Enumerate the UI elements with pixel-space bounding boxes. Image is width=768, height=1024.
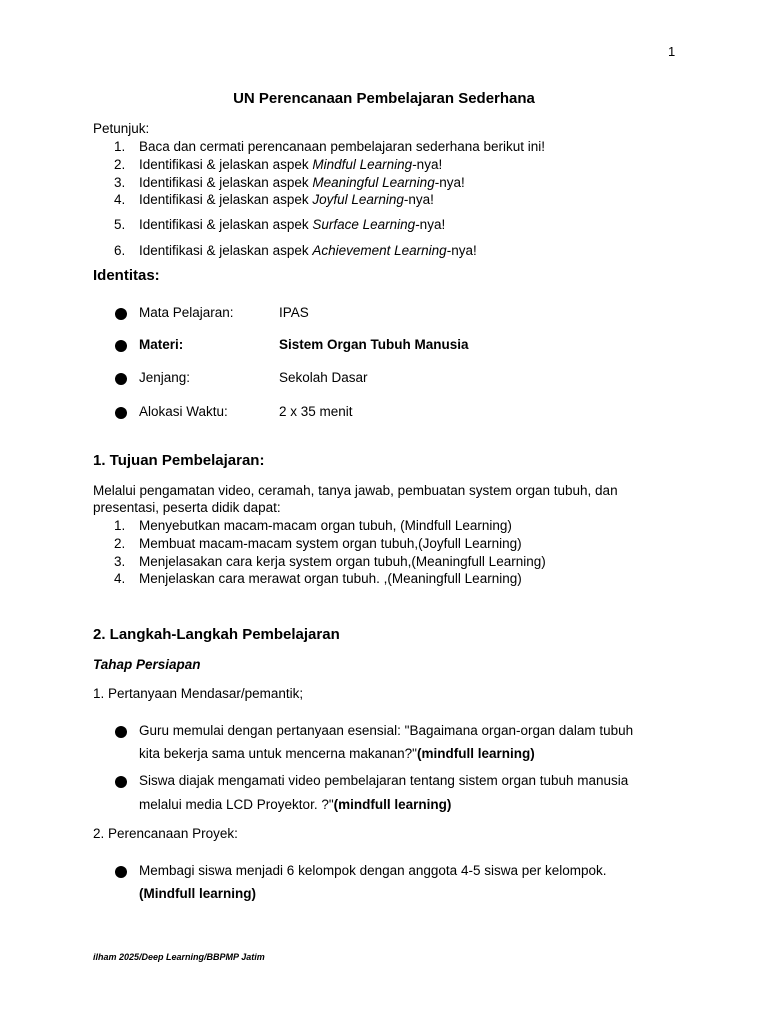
petunjuk-label: Petunjuk: [93,121,150,136]
tujuan-num: 1. [114,518,126,533]
bullet-icon [115,866,127,878]
petunjuk-item: Baca dan cermati perencanaan pembelajaran sederhana berikut ini! [139,139,546,154]
identitas-label: Materi: [139,337,184,352]
identitas-value: Sekolah Dasar [279,370,368,385]
petunjuk-item: Identifikasi & jelaskan aspek Meaningful Learning-nya! [139,175,465,190]
identitas-label: Alokasi Waktu: [139,404,228,419]
bullet-icon [115,726,127,738]
petunjuk-item: Identifikasi & jelaskan aspek Joyful Learning-nya! [139,192,434,207]
subsection-label: 1. Pertanyaan Mendasar/pemantik; [93,686,304,701]
tujuan-item: Menyebutkan macam-macam organ tubuh, (Mindfull Learning) [139,518,512,533]
petunjuk-num: 4. [114,192,126,207]
petunjuk-num: 1. [114,139,126,154]
tujuan-heading: 1. Tujuan Pembelajaran: [93,452,265,469]
langkah-heading: 2. Langkah-Langkah Pembelajaran [93,626,340,643]
tujuan-item: Menjelasakan cara kerja system organ tubuh,(Meaningfull Learning) [139,554,546,569]
bullet-icon [115,308,127,320]
tujuan-intro: presentasi, peserta didik dapat: [93,500,281,515]
page-footer: ilham 2025/Deep Learning/BBPMP Jatim [93,952,265,962]
bullet-icon [115,776,127,788]
petunjuk-num: 6. [114,243,126,258]
identitas-value: Sistem Organ Tubuh Manusia [279,337,469,352]
bullet-icon [115,407,127,419]
tujuan-item: Menjelaskan cara merawat organ tubuh. ,(Meaningfull Learning) [139,571,522,586]
bullet-icon [115,340,127,352]
identitas-value: IPAS [279,305,309,320]
petunjuk-item: Identifikasi & jelaskan aspek Achievement Learning-nya! [139,243,477,258]
petunjuk-item: Identifikasi & jelaskan aspek Surface Learning-nya! [139,217,446,232]
bullet-text: Guru memulai dengan pertanyaan esensial: "Bagaimana organ-organ dalam tubuh [139,723,634,738]
petunjuk-num: 3. [114,175,126,190]
tujuan-intro: Melalui pengamatan video, ceramah, tanya jawab, pembuatan system organ tubuh, dan [93,483,618,498]
bullet-text: Membagi siswa menjadi 6 kelompok dengan anggota 4-5 siswa per kelompok. [139,863,607,878]
bullet-text: melalui media LCD Proyektor. ?"(mindfull learning) [139,797,452,812]
identitas-label: Jenjang: [139,370,191,385]
bullet-icon [115,373,127,385]
tujuan-num: 2. [114,536,126,551]
bullet-text: Siswa diajak mengamati video pembelajaran tentang sistem organ tubuh manusia [139,773,629,788]
subsection-label: 2. Perencanaan Proyek: [93,826,238,841]
petunjuk-item: Identifikasi & jelaskan aspek Mindful Learning-nya! [139,157,443,172]
tujuan-num: 4. [114,571,126,586]
tujuan-num: 3. [114,554,126,569]
page-number: 1 [668,44,676,59]
identitas-heading: Identitas: [93,267,160,284]
bullet-text: (Mindfull learning) [139,886,256,901]
identitas-value: 2 x 35 menit [279,404,353,419]
tahap-label: Tahap Persiapan [93,657,201,672]
petunjuk-num: 2. [114,157,126,172]
tujuan-item: Membuat macam-macam system organ tubuh,(Joyfull Learning) [139,536,522,551]
bullet-text: kita bekerja sama untuk mencerna makanan?"(mindfull learning) [139,746,535,761]
document-title: UN Perencanaan Pembelajaran Sederhana [233,90,535,107]
identitas-label: Mata Pelajaran: [139,305,234,320]
petunjuk-num: 5. [114,217,126,232]
